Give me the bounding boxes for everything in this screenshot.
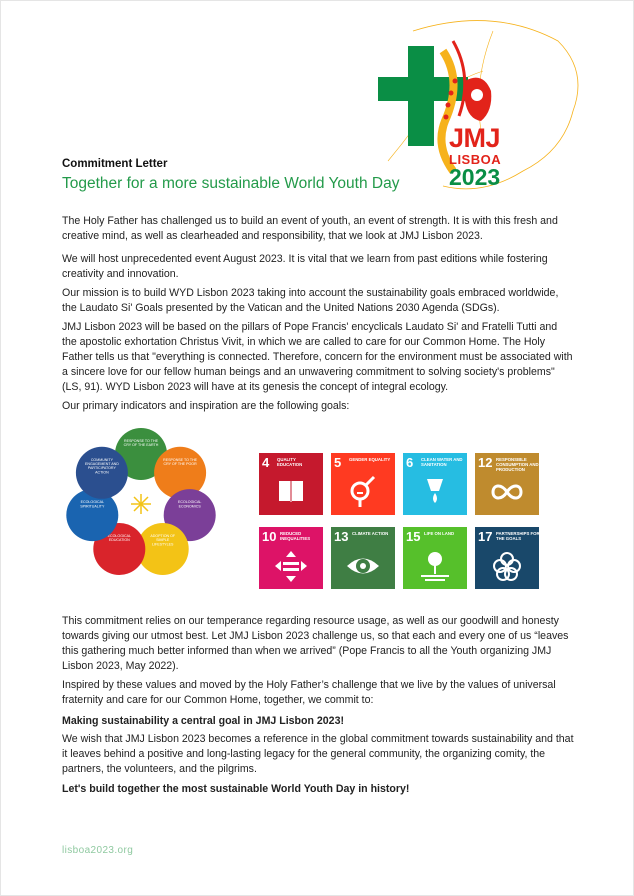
sdg-label: QUALITY EDUCATION	[277, 457, 303, 467]
paragraph-4: JMJ Lisbon 2023 will be based on the pillars of Pope Francis' encyclicals Laudato Si' and Fratelli Tutti and the apostolic exhortation Christus Vivit, in which we are called to care for our Common Home. The Holy Father tells us that "everything is connected. Therefore, concern for the environment must be associated with a sincere love for our fellow human beings and an unwavering commitment to solving society's problems" (LS, 91). WYD Lisbon 2023 will have at its genesis the concept of integral ecology.	[62, 321, 573, 393]
sdg-label: REDUCED INEQUALITIES	[280, 531, 311, 541]
logo-city: LISBOA	[449, 152, 502, 167]
sdg-number: 15	[406, 529, 421, 544]
logo-name: JMJ	[449, 123, 501, 153]
laudato-si-petal-label: ADOPTION OF SIMPLE LIFESTYLES	[150, 534, 176, 547]
document-label: Commitment Letter	[62, 158, 168, 170]
sdg-tile-12	[475, 453, 539, 515]
rings-icon	[489, 549, 525, 583]
logo-wordmark	[449, 125, 569, 189]
laudato-si-petal-label: RESPONSE TO THE CRY OF THE POOR	[163, 457, 198, 466]
water-icon	[417, 475, 453, 509]
paragraph-10: Let's build together the most sustainable World Youth Day in history!	[62, 783, 410, 795]
paragraph-8: Making sustainability a central goal in JMJ Lisbon 2023!	[62, 715, 344, 727]
sdg-number: 13	[334, 529, 349, 544]
paragraph-2: We will host unprecedented event August 2023. It is vital that we learn from past editions while fostering creativity and innovation.	[62, 253, 548, 280]
sdg-label: LIFE ON LAND	[424, 531, 455, 536]
sdg-number: 4	[262, 455, 270, 470]
sdg-number: 12	[478, 455, 493, 470]
sun-icon	[131, 494, 151, 514]
book-icon	[273, 475, 309, 509]
tree-icon	[417, 549, 453, 583]
equals-icon	[273, 549, 309, 583]
infinity-icon	[489, 475, 525, 509]
sdg-tile-17	[475, 527, 539, 589]
footer-url[interactable]: lisboa2023.org	[62, 845, 134, 856]
sdg-number: 17	[478, 529, 493, 544]
paragraph-3: Our mission is to build WYD Lisbon 2023 taking into account the sustainability goals embraced worldwide, the Laudato Si' Goals presented by the Vatican and the United Nations 2030 Agenda (SDGs).	[62, 287, 559, 314]
sdg-tile-4	[259, 453, 323, 515]
paragraph-5: Our primary indicators and inspiration are the following goals:	[62, 400, 350, 412]
sdg-label: CLEAN WATER AND SANITATION	[421, 457, 463, 467]
paragraph-1: The Holy Father has challenged us to build an event of youth, an event of strength. It is with this fresh and creative mind, as well as clearheaded and responsibility, that we look at JMJ Lisbon 2023.	[62, 215, 558, 242]
sdg-label: RESPONSIBLE CONSUMPTION AND PRODUCTION	[496, 457, 539, 472]
sdg-tile-6	[403, 453, 467, 515]
laudato-si-petal-label: COMMUNITY ENGAGEMENT AND PARTICIPATORY ACTION	[84, 457, 119, 475]
laudato-si-petal-label: ECOLOGICAL SPIRITUALITY	[80, 500, 105, 509]
sdg-tile-15	[403, 527, 467, 589]
eye-globe-icon	[345, 549, 381, 583]
sdg-tile-10	[259, 527, 323, 589]
sdg-number: 5	[334, 455, 342, 470]
sdg-number: 6	[406, 455, 414, 470]
logo-year: 2023	[449, 164, 501, 190]
paragraph-6: This commitment relies on our temperance regarding resource usage, as well as our goodwill and honesty towards giving our utmost best. Let JMJ Lisbon 2023 challenge us, so that each and every one of us “leaves this gathering much better informed than when we arrived” (Pope Francis to all the Youth organizing JMJ Lisbon 2023, May 2022).	[62, 615, 569, 672]
laudato-si-petal-label: RESPONSE TO THE CRY OF THE EARTH	[123, 439, 159, 448]
paragraph-7: Inspired by these values and moved by the Holy Father’s challenge that we live by the values of universal fraternity and care for our Common Home, together, we commit to:	[62, 679, 556, 706]
sdg-tile-13	[331, 527, 395, 589]
gender-icon	[345, 475, 381, 509]
laudato-si-petal-label: ECOLOGICAL EDUCATION	[107, 534, 131, 543]
sdg-label: GENDER EQUALITY	[349, 457, 391, 462]
paragraph-9: We wish that JMJ Lisbon 2023 becomes a reference in the global commitment towards sustainability and that it leaves behind a positive and long-lasting legacy for the general community, the organizing comity, the partners, the volunteers, and the pilgrims.	[62, 733, 574, 775]
sdg-tile-5	[331, 453, 395, 515]
sdg-label: CLIMATE ACTION	[352, 531, 389, 536]
document-title: Together for a more sustainable World Youth Day	[62, 175, 400, 192]
laudato-si-petal-label: ECOLOGICAL ECONOMICS	[178, 500, 202, 509]
laudato-si-goals-flower	[61, 424, 221, 584]
sdg-number: 10	[262, 529, 277, 544]
sdg-label: PARTNERSHIPS FOR THE GOALS	[496, 531, 540, 541]
